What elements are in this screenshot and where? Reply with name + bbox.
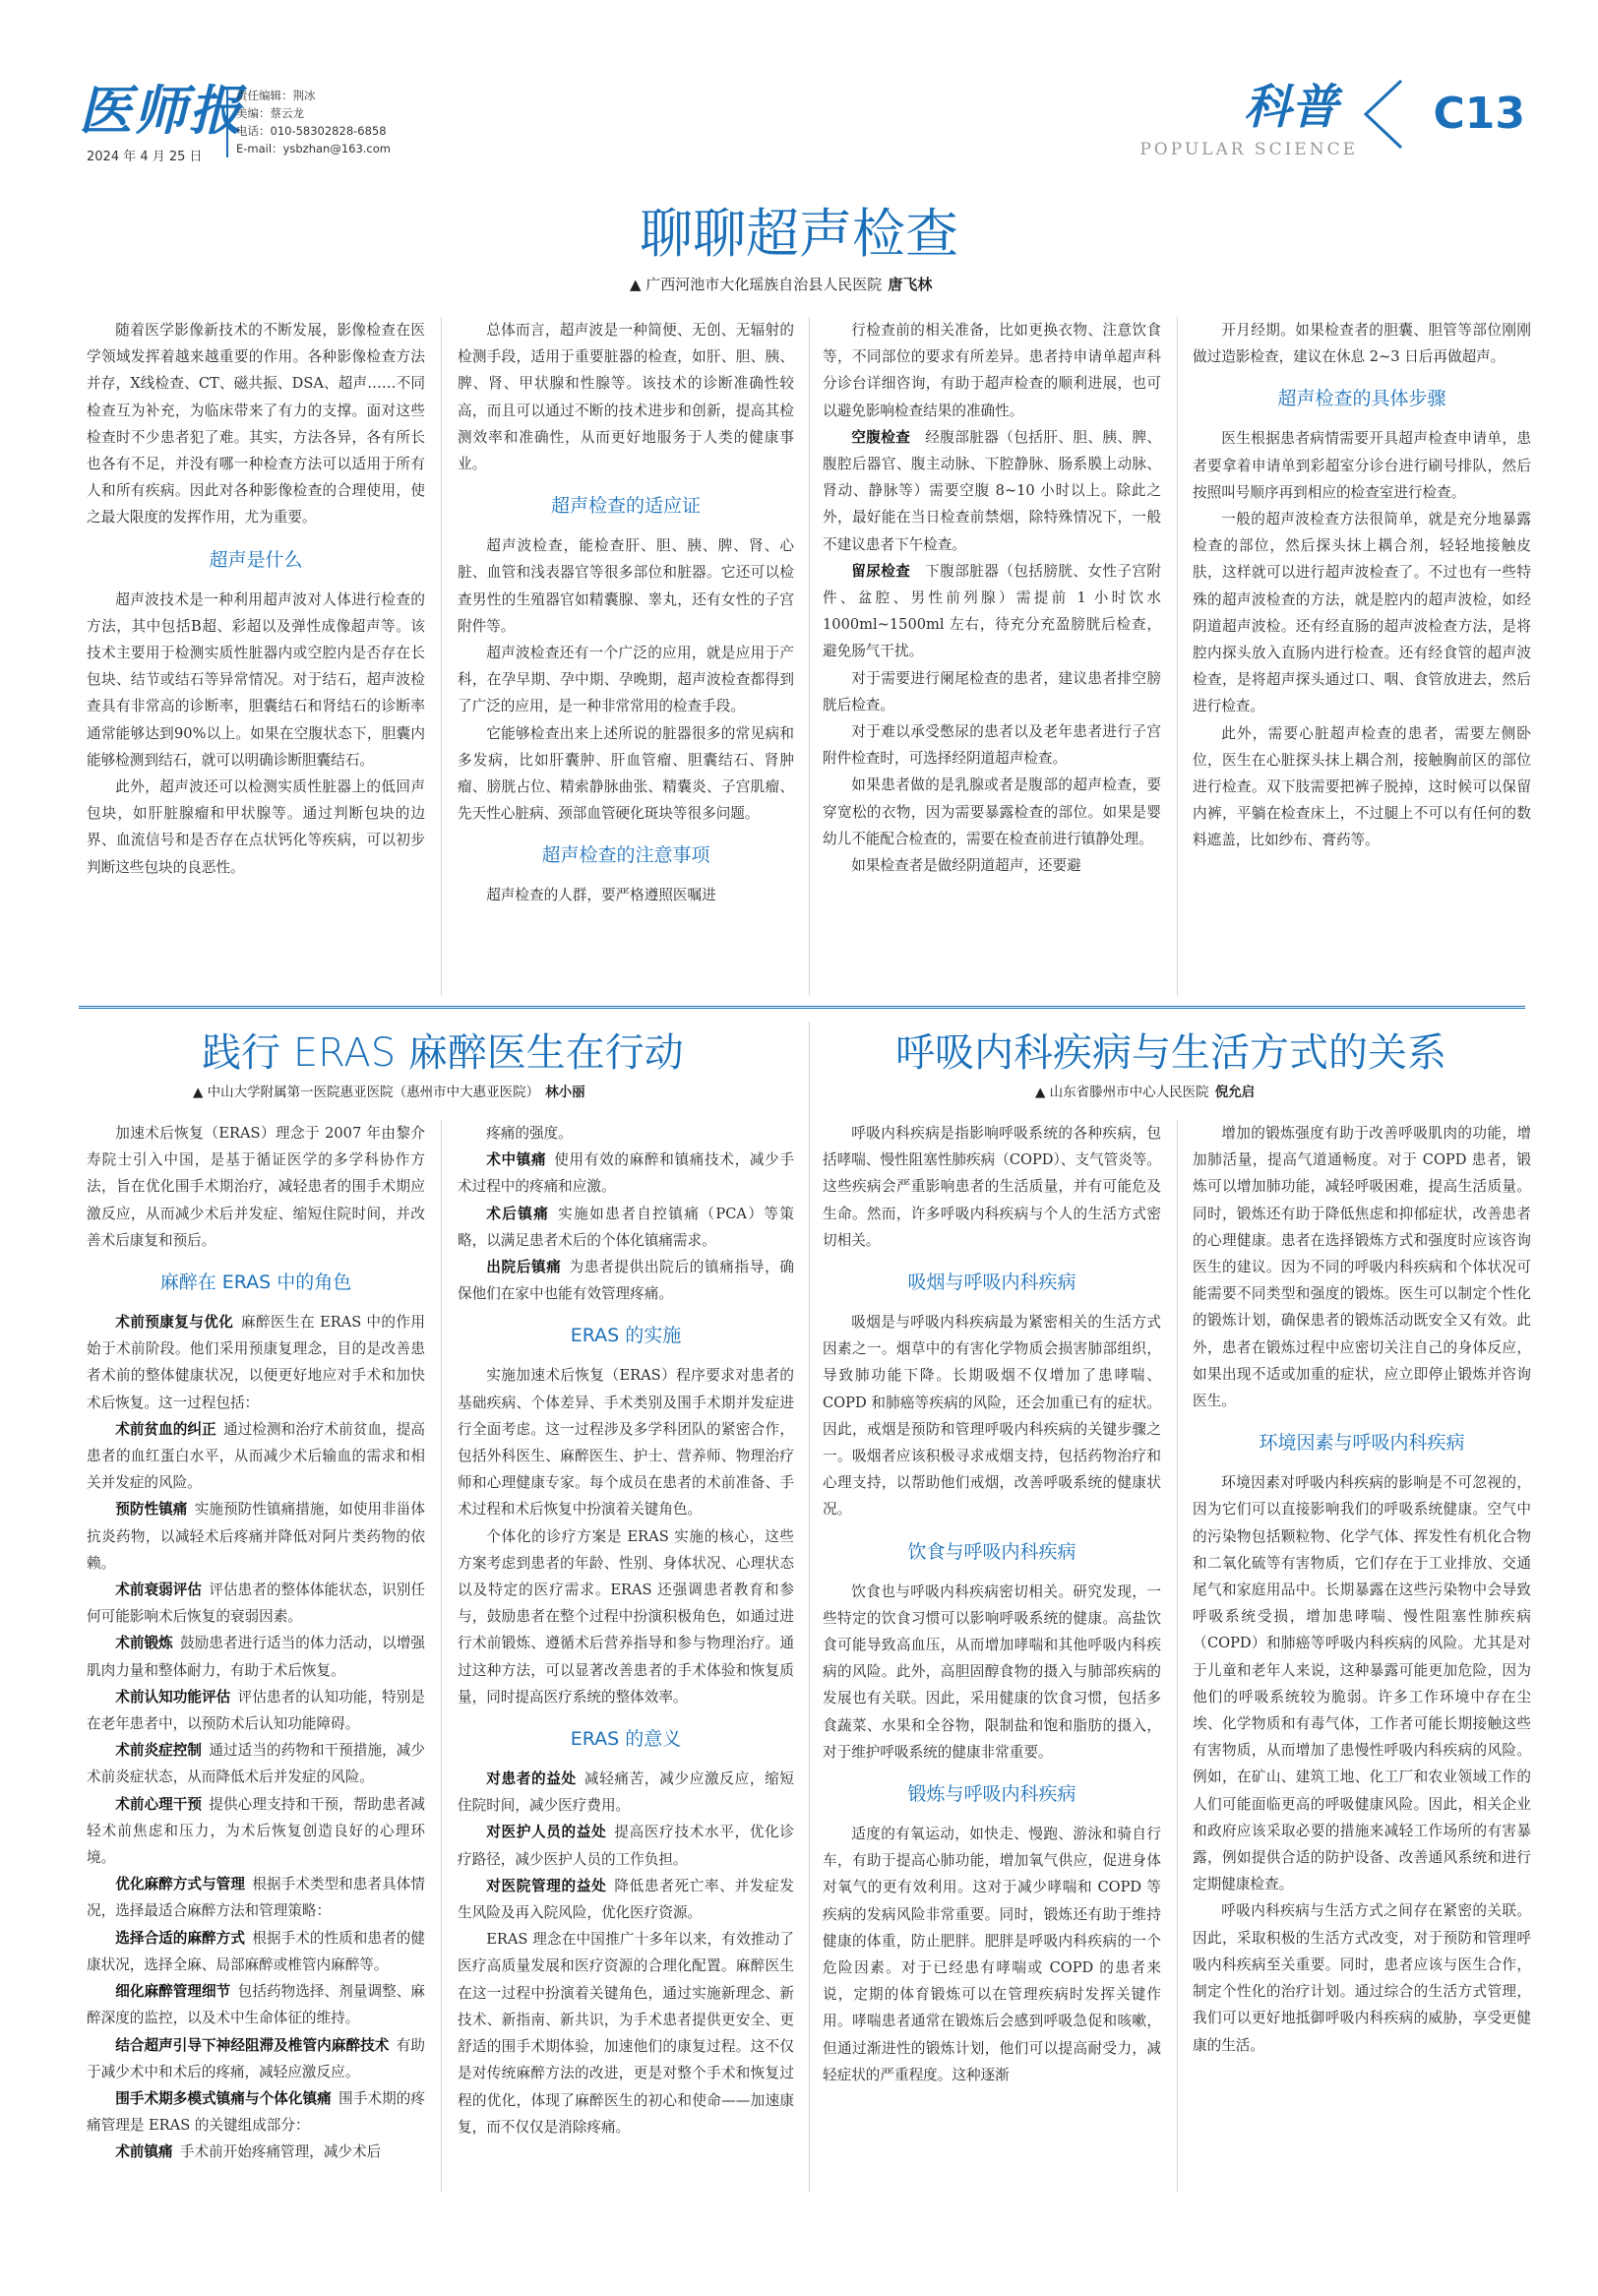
lead-label: 选择合适的麻醉方式 [115,1929,245,1947]
lead-label: 优化麻醉方式与管理 [115,1876,245,1893]
lead-label: 术后镇痛 [486,1205,550,1222]
lead-label: 术中镇痛 [486,1151,547,1169]
paragraph: 环境因素对呼吸内科疾病的影响是不可忽视的，因为它们可以直接影响我们的呼吸系统健康。空气中的污染物包括颗粒物、化学气体、挥发性有机化合物和二氧化硫等有害物质，它们存在于工业排放、交通尾气和家庭用品中。长期暴露在这些污染物中会导致呼吸系统受损，增加患哮喘、慢性阻塞性肺疾病（COPD）和肺癌等呼吸内科疾病的风险。尤其是对于儿童和老年人来说，这种暴露可能更加危险，因为他们的呼吸系统较为脆弱。许多工作环境中存在尘埃、化学物质和有毒气体，工作者可能长期接触这些有害物质，从而增加了患慢性呼吸内科疾病的风险。例如，在矿山、建筑工地、化工厂和农业领域工作的人们可能面临更高的呼吸健康风险。因此，相关企业和政府应该采取必要的措施来减轻工作场所的有害暴露，例如提供合适的防护设备、改善通风系统和进行定期健康检查。 [1193,1474,1531,1893]
paragraph: 增加的锻炼强度有助于改善呼吸肌肉的功能，增加肺活量，提高气道通畅度。对于 COPD 患者，锻炼可以增加肺功能，减轻呼吸困难，提高生活质量。同时，锻炼还有助于降低焦虑和抑郁症状，改善患者的心理健康。患者在选择锻炼方式和强度时应该咨询医生的建议。因为不同的呼吸内科疾病和个体状况可能需要不同类型和强度的锻炼。医生可以制定个性化的锻炼计划，确保患者的锻炼活动既安全又有效。此外，患者在锻炼过程中应密切关注自己的身体反应，如果出现不适或加重的症状，应立即停止锻炼并咨询医生。 [1193,1125,1531,1410]
masthead [79,69,1525,167]
paragraph: 对医院管理的益处 降低患者死亡率、并发症发生风险及再入院风险，优化医疗资源。 [458,1877,794,1922]
paragraph: ERAS 理念在中国推广十多年以来，有效推动了医疗高质量发展和医疗资源的合理化配置。麻醉医生在这一过程中扮演着关键角色，通过实施新理念、新技术、新指南、新共识，为手术患者提供更安全、更舒适的围手术期体验，加速他们的康复过程。这不仅是对传统麻醉方法的改进，更是对整个手术和恢复过程的优化，体现了麻醉医生的初心和使命——加速康复，而不仅仅是消除疼痛。 [458,1931,794,2136]
paragraph: 对于需要进行阑尾检查的患者，建议患者排空膀胱后检查。 [823,669,1161,714]
paragraph: 呼吸内科疾病是指影响呼吸系统的各种疾病，包括哮喘、慢性阻塞性肺疾病（COPD）、支气管炎等。这些疾病会严重影响患者的生活质量，并有可能危及生命。然而，许多呼吸内科疾病与个人的生活方式密切相关。 [823,1125,1161,1249]
paragraph: 术前锻炼 鼓励患者进行适当的体力活动，以增强肌肉力量和整体耐力，有助于术后恢复。 [87,1635,425,1679]
paragraph: 细化麻醉管理细节 包括药物选择、剂量调整、麻醉深度的监控，以及术中生命体征的维持。 [87,1983,425,2027]
section-divider [79,1006,1525,1009]
lead-label: 结合超声引导下神经阻滞及椎管内麻醉技术 [115,2036,390,2054]
column-divider [809,317,810,996]
lead-label: 术前炎症控制 [115,1742,203,1760]
paragraph: 个体化的诊疗方案是 ERAS 实施的核心，这些方案考虑到患者的年龄、性别、身体状况、心理状态以及特定的医疗需求。ERAS 还强调患者教育和参与，鼓励患者在整个过程中扮演积极角色，如通过进行术前锻炼、遵循术后营养指导和参与物理治疗。通过这种方法，可以显著改善患者的手术体验和恢复质量，同时提高医疗系统的整体效率。 [458,1527,794,1706]
lead-label: 术前心理干预 [115,1795,203,1813]
column-divider [809,1022,810,2193]
paragraph: 对于难以承受憋尿的患者以及老年患者进行子宫附件检查时，可选择经阴道超声检查。 [823,723,1161,768]
paragraph: 围手术期多模式镇痛与个体化镇痛 围手术期的疼痛管理是 ERAS 的关键组成部分： [87,2089,425,2135]
paragraph: 总体而言，超声波是一种简便、无创、无辐射的检测手段，适用于重要脏器的检查，如肝、胆、胰、脾、肾、甲状腺和性腺等。该技术的诊断准确性较高，而且可以通过不断的技术进步和创新，提高其检测效率和准确性，从而更好地服务于人类的健康事业。 [458,322,794,473]
paragraph: 对患者的益处 减轻痛苦，减少应激反应，缩短住院时间，减少医疗费用。 [458,1770,794,1815]
section-heading: ERAS 的实施 [570,1325,682,1347]
paragraph: 如果检查者是做经阴道超声，还要避 [851,857,1081,875]
paragraph: 术前心理干预 提供心理支持和干预，帮助患者减轻术前焦虑和压力，为术后恢复创造良好的心理环境。 [87,1795,425,1867]
paragraph: 空腹检查 经腹部脏器（包括肝、胆、胰、脾、腹腔后器官、腹主动脉、下腔静脉、肠系膜上动脉、肾动、静脉等）需要空腹 8~10 小时以上。除此之外，最好能在当日检查前禁烟，除特殊情况下，一般不建议患者下午检查。 [823,428,1161,553]
column-divider [1177,317,1178,996]
article3-column-2 [1193,1120,1531,2193]
lead-label: 术前贫血的纠正 [115,1420,216,1438]
contact-email: E-mail：ysbzhan@163.com [236,142,391,155]
paragraph: 术后镇痛 实施如患者自控镇痛（PCA）等策略，以满足患者术后的个体化镇痛需求。 [458,1205,794,1249]
lead-label: 空腹检查 [851,428,911,446]
paragraph: 行检查前的相关准备，比如更换衣物、注意饮食等，不同部位的要求有所差异。患者持申请单超声科分诊台详细咨询，有助于超声检查的顺利进展，也可以避免影响检查结果的准确性。 [823,322,1161,419]
lead-label: 细化麻醉管理细节 [115,1983,231,2001]
section-heading: 饮食与呼吸内科疾病 [907,1540,1076,1563]
byline-author: 唐飞林 [888,276,933,293]
lead-label: 预防性镇痛 [115,1501,188,1519]
paragraph: 术前炎症控制 通过适当的药物和干预措施，减少术前炎症状态，从而降低术后并发症的风险。 [87,1742,425,1786]
section-heading: 超声检查的具体步骤 [1277,388,1446,410]
article-title-respiratory: 呼吸内科疾病与生活方式的关系 [895,1030,1446,1076]
section-label: 科普 [1243,80,1338,135]
byline-org: ▲ 山东省滕州市中心人民医院 [1035,1085,1209,1100]
article1-column-4 [1193,317,1531,1006]
paragraph: 出院后镇痛 为患者提供出院后的镇痛指导，确保他们在家中也能有效管理疼痛。 [458,1259,794,1303]
column-divider [441,317,442,996]
paragraph: 术前贫血的纠正 通过检测和治疗术前贫血，提高患者的血红蛋白水平，从而减少术后输血的需求和相关并发症的风险。 [87,1420,425,1492]
paragraph: 此外，超声波还可以检测实质性脏器上的低回声包块，如肝脏腺瘤和甲状腺等。通过判断包块的边界、血流信号和是否存在点状钙化等疾病，可以初步判断这些包块的良恶性。 [87,778,425,876]
section-heading: ERAS 的意义 [570,1728,682,1751]
column-divider [1177,1120,1178,2193]
paragraph: 术前认知功能评估 评估患者的认知功能，特别是在老年患者中，以预防术后认知功能障碍。 [87,1688,425,1733]
section-heading: 超声是什么 [209,548,303,571]
section-heading: 超声检查的注意事项 [541,844,710,867]
lead-label: 围手术期多模式镇痛与个体化镇痛 [115,2089,332,2107]
lead-label: 对医院管理的益处 [486,1877,607,1894]
article2-column-2 [458,1120,794,2193]
paragraph: 加速术后恢复（ERAS）理念于 2007 年由黎介寿院士引入中国，是基于循证医学的多学科协作方法，旨在优化围手术期治疗，减轻患者的围手术期应激反应，从而减少术后并发症、缩短住院时间，并改善术后康复和预后。 [87,1125,425,1249]
section-heading: 吸烟与呼吸内科疾病 [907,1272,1076,1294]
paragraph: 开月经期。如果检查者的胆囊、胆管等部位刚刚做过造影检查，建议在休息 2~3 日后再做超声。 [1193,322,1531,366]
paragraph: 疼痛的强度。 [486,1125,573,1142]
lead-label: 术前镇痛 [115,2143,173,2161]
paragraph: 优化麻醉方式与管理 根据手术类型和患者具体情况，选择最适合麻醉方法和管理策略： [87,1876,425,1920]
paragraph: 留尿检查 下腹部脏器（包括膀胱、女性子宫附件、盆腔、男性前列腺）需提前 1 小时饮水 1000ml~1500ml 左右，待充分充盈膀胱后检查，避免肠气干扰。 [823,562,1161,660]
lead-label: 出院后镇痛 [486,1259,562,1276]
byline-author: 倪允启 [1214,1085,1256,1100]
issue-date: 2024 年 4 月 25 日 [87,150,203,164]
lead-label: 对医护人员的益处 [486,1824,607,1841]
designer-name: 美编：蔡云龙 [236,106,304,120]
lead-label: 对患者的益处 [486,1770,577,1788]
editor-name: 责任编辑：荆冰 [236,89,316,102]
paragraph: 实施加速术后恢复（ERAS）程序要求对患者的基础疾病、个体差异、手术类别及围手术期并发症进行全面考虑。这一过程涉及多学科团队的紧密合作，包括外科医生、麻醉医生、护士、营养师、物理治疗师和心理健康专家。每个成员在患者的术前准备、手术过程和术后恢复中扮演着关键角色。 [458,1367,794,1519]
lead-label: 术前衰弱评估 [115,1582,203,1599]
paragraph: 饮食也与呼吸内科疾病密切相关。研究发现，一些特定的饮食习惯可以影响呼吸系统的健康。高盐饮食可能导致高血压，从而增加哮喘和其他呼吸内科疾病的风险。此外，高胆固醇食物的摄入与肺部疾病的发展也有关联。因此，采用健康的饮食习惯，包括多食蔬菜、水果和全谷物，限制盐和饱和脂肪的摄入，对于维护呼吸系统的健康非常重要。 [823,1582,1161,1761]
paragraph: 选择合适的麻醉方式 根据手术的性质和患者的健康状况，选择全麻、局部麻醉或椎管内麻醉等。 [87,1929,425,1973]
lead-label: 术前认知功能评估 [115,1688,231,1706]
newspaper-logo: 医师报 [79,80,244,142]
chevron-left-icon [1358,77,1409,152]
paragraph: 呼吸内科疾病与生活方式之间存在紧密的关联。因此，采取积极的生活方式改变，对于预防和管理呼吸内科疾病至关重要。同时，患者应该与医生合作，制定个性化的治疗计划。通过综合的生活方式管理，我们可以更好地抵御呼吸内科疾病的威胁，享受更健康的生活。 [1193,1902,1531,2054]
paragraph: 一般的超声波检查方法很简单，就是充分地暴露检查的部位，然后探头抹上耦合剂，轻轻地接触皮肤，这样就可以进行超声波检查了。不过也有一些特殊的超声波检查的方法，就是腔内的超声波检，如经阴道超声波检。还有经直肠的超声波检查方法，是将腔内探头放入直肠内进行检查。还有经食管的超声波检查，是将超声探头通过口、咽、食管放进去，然后进行检查。 [1193,511,1531,715]
paragraph: 医生根据患者病情需要开具超声检查申请单，患者要拿着申请单到彩超室分诊台进行刷号排队，然后按照叫号顺序再到相应的检查室进行检查。 [1193,430,1531,501]
editor-info [226,87,391,157]
contact-phone: 电话：010-58302828-6858 [236,124,387,138]
section-label-en: POPULAR SCIENCE [1139,140,1358,159]
article-title-eras: 践行 ERAS 麻醉医生在行动 [202,1030,684,1076]
article2-column-1 [87,1120,425,2193]
paragraph: 适度的有氧运动，如快走、慢跑、游泳和骑自行车，有助于提高心肺功能，增加氧气供应，促进身体对氧气的更有效利用。这对于减少哮喘和 COPD 等疾病的发病风险非常重要。同时，锻炼还有助于维持健康的体重，防止肥胖。肥胖是呼吸内科疾病的一个危险因素。对于已经患有哮喘或 COPD 的患者来说，定期的体育锻炼可以在管理疾病时发挥关键作用。哮喘患者通常在锻炼后会感到呼吸急促和咳嗽，但通过渐进性的锻炼计划，他们可以提高耐受力，减轻症状的严重程度。这种逐渐 [823,1826,1161,2083]
section-heading: 锻炼与呼吸内科疾病 [907,1783,1076,1806]
paragraph: 术前衰弱评估 评估患者的整体体能状态，识别任何可能影响术后恢复的衰弱因素。 [87,1582,425,1626]
paragraph: 超声波检查还有一个广泛的应用，就是应用于产科，在孕早期、孕中期、孕晚期，超声波检查都得到了广泛的应用，是一种非常常用的检查手段。 [458,645,794,715]
byline-ultrasound [630,274,932,294]
page-number: C13 [1433,89,1525,139]
paragraph: 吸烟是与呼吸内科疾病最为紧密相关的生活方式因素之一。烟草中的有害化学物质会损害肺部组织，导致肺功能下降。长期吸烟不仅增加了患哮喘、COPD 和肺癌等疾病的风险，还会加重已有的症状。因此，戒烟是预防和管理呼吸内科疾病的关键步骤之一。吸烟者应该积极寻求戒烟支持，包括药物治疗和心理支持，以帮助他们戒烟，改善呼吸系统的健康状况。 [823,1314,1161,1519]
section-heading: 超声检查的适应证 [550,495,701,518]
lead-label: 术前锻炼 [115,1635,173,1652]
paragraph: 此外，需要心脏超声检查的患者，需要左侧卧位，医生在心脏探头抹上耦合剂，接触胸前区的部位进行检查。双下肢需要把裤子脱掉，这时候可以保留内裤，平躺在检查床上，不过腿上不可以有任何的数料遮盖，比如纱布、膏药等。 [1193,724,1531,849]
paragraph: 它能够检查出来上述所说的脏器很多的常见病和多发病，比如肝囊肿、肝血管瘤、胆囊结石、肾肿瘤、膀胱占位、精索静脉曲张、精囊炎、子宫肌瘤、先天性心脏病、颈部血管硬化斑块等很多问题。 [458,724,794,823]
paragraph: 结合超声引导下神经阻滞及椎管内麻醉技术 有助于减少术中和术后的疼痛，减轻应激反应。 [87,2036,425,2080]
paragraph: 超声检查的人群，要严格遵照医嘱进 [486,887,716,904]
paragraph: 术前预康复与优化 麻醉医生在 ERAS 中的作用始于术前阶段。他们采用预康复理念，目的是改善患者术前的整体健康状况，以便更好地应对手术和加快术后恢复。这一过程包括： [87,1314,425,1411]
paragraph: 随着医学影像新技术的不断发展，影像检查在医学领域发挥着越来越重要的作用。各种影像检查方法并存，X线检查、CT、磁共振、DSA、超声……不同检查互为补充，为临床带来了有力的支撑。面对这些检查时不少患者犯了难。其实，方法各异，各有所长也各有不足，并没有哪一种检查方法可以适用于所有人和所有疾病。因此对各种影像检查的合理使用，使之最大限度的发挥作用，尤为重要。 [87,322,425,527]
article1-column-3 [823,317,1161,1006]
byline-org: ▲ 中山大学附属第一医院惠亚医院（惠州市中大惠亚医院） [193,1085,540,1100]
byline-respiratory [1035,1081,1255,1100]
paragraph: 术前镇痛 手术前开始疼痛管理，减少术后 [115,2143,382,2161]
paragraph: 对医护人员的益处 提高医疗技术水平，优化诊疗路径，减少医护人员的工作负担。 [458,1824,794,1868]
article-title-ultrasound: 聊聊超声检查 [640,203,958,265]
paragraph: 超声波技术是一种利用超声波对人体进行检查的方法，其中包括B超、彩超以及弹性成像超声等。该技术主要用于检测实质性脏器内或空腔内是否存在长包块、结节或结石等异常情况。对于结石，超声波检查具有非常高的诊断率，胆囊结石和肾结石的诊断率通常能够达到90%以上。如果在空腹状态下，胆囊内能够检测到结石，就可以明确诊断胆囊结石。 [87,590,425,769]
section-heading: 麻醉在 ERAS 中的角色 [159,1272,352,1294]
byline-org: ▲ 广西河池市大化瑶族自治县人民医院 [630,276,883,293]
byline-author: 林小丽 [545,1085,585,1100]
article1-column-1 [87,317,425,1006]
paragraph: 如果患者做的是乳腺或者是腹部的超声检查，要穿宽松的衣物，因为需要暴露检查的部位。如果是婴幼儿不能配合检查的，需要在检查前进行镇静处理。 [823,776,1161,847]
paragraph: 术中镇痛 使用有效的麻醉和镇痛技术，减少手术过程中的疼痛和应激。 [458,1151,794,1196]
article3-column-1 [823,1120,1161,2193]
paragraph: 超声波检查，能检查肝、胆、胰、脾、肾、心脏、血管和浅表器官等很多部位和脏器。它还可以检查男性的生殖器官如精囊腺、睾丸，还有女性的子宫附件等。 [458,537,794,635]
lead-label: 留尿检查 [851,562,911,580]
lead-label: 术前预康复与优化 [115,1314,234,1332]
section-heading: 环境因素与呼吸内科疾病 [1259,1432,1465,1455]
paragraph: 预防性镇痛 实施预防性镇痛措施，如使用非甾体抗炎药物，以减轻术后疼痛并降低对阿片类药物的依赖。 [87,1501,425,1572]
column-divider [441,1120,442,2193]
byline-eras [193,1081,585,1100]
article1-column-2 [458,317,794,1006]
